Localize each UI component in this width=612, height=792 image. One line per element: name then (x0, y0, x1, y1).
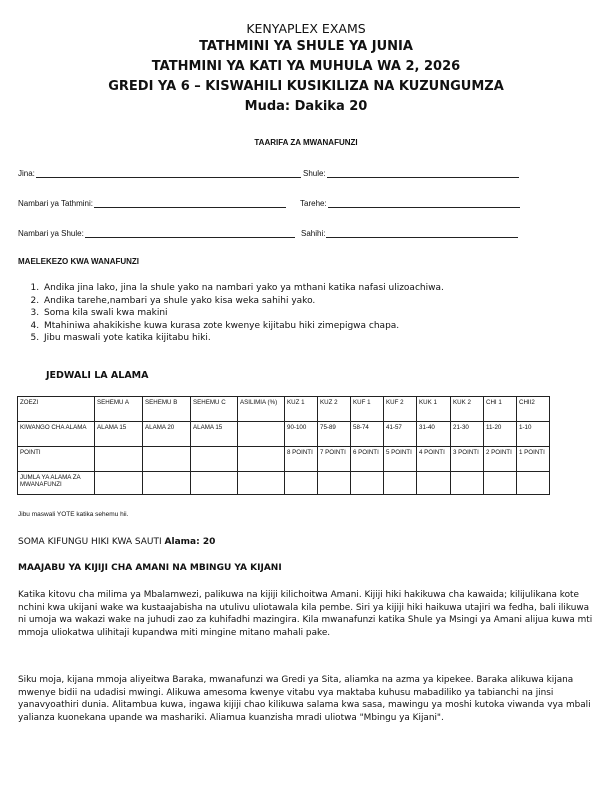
signature-line[interactable] (326, 228, 518, 238)
score-table-title: JEDWALI LA ALAMA (46, 370, 149, 381)
reading-instruction-text: SOMA KIFUNGU HIKI KWA SAUTI (18, 537, 165, 547)
table-cell: 1 POINTI (517, 447, 550, 472)
table-cell: 3 POINTI (451, 447, 484, 472)
table-cell: KUK 1 (417, 397, 451, 422)
table-cell: 31-40 (417, 422, 451, 447)
table-cell: 8 POINTI (285, 447, 318, 472)
signature-field[interactable] (301, 228, 518, 238)
school-number-field[interactable] (18, 228, 295, 238)
exam-title-line-1: TATHMINI YA SHULE YA JUNIA (199, 39, 413, 54)
story-paragraph-1: Katika kitovu cha milima ya Mbalamwezi, palikuwa na kijiji kilichoitwa Amani. Kijiji hiki hakikuwa cha kawaida; kilijulikana kote nchini kwa ukijani wake wa kustaajabisha na utulivu uliotawala kila pembe. Siri ya kijiji hiki haikuwa utajiri wa fedha, bali ilikuwa ni umoja wa wakazi wake na juhudi zao za kuhifadhi mazingira. Kila mwanafunzi katika Shule ya Msingi ya Amani alijua kuwa mti mmoja uliokatwa ulihitaji kupandwa miti mingine mitano mahali pake. (18, 590, 593, 639)
table-cell: 75-89 (318, 422, 351, 447)
instruction-item: 2. Andika tarehe,nambari ya shule yako kisa weka sahihi yako. (42, 295, 612, 308)
school-number-label: Nambari ya Shule: (18, 229, 84, 238)
table-cell[interactable] (451, 472, 484, 495)
exam-title-line-3: GREDI YA 6 – KISWAHILI KUSIKILIZA NA KUZUNGUMZA (108, 79, 504, 94)
table-cell: SEHEMU A (95, 397, 143, 422)
date-field[interactable] (300, 198, 520, 208)
table-cell: KUK 2 (451, 397, 484, 422)
table-cell: ALAMA 15 (95, 422, 143, 447)
table-row (18, 472, 550, 495)
table-cell[interactable] (191, 447, 238, 472)
table-cell: KUF 2 (384, 397, 417, 422)
table-cell: 58-74 (351, 422, 384, 447)
table-cell: 11-20 (484, 422, 517, 447)
table-cell: KIWANGO CHA ALAMA (18, 422, 95, 447)
table-cell[interactable] (191, 472, 238, 495)
table-cell[interactable] (318, 472, 351, 495)
table-cell[interactable] (143, 447, 191, 472)
table-cell: POINTI (18, 447, 95, 472)
table-cell: SEHEMU C (191, 397, 238, 422)
table-row (18, 447, 550, 472)
name-label: Jina: (18, 169, 35, 178)
table-cell: ZOEZI (18, 397, 95, 422)
table-cell: KUZ 2 (318, 397, 351, 422)
table-cell: 7 POINTI (318, 447, 351, 472)
exam-title-line-2: TATHMINI YA KATI YA MUHULA WA 2, 2026 (151, 59, 461, 74)
assessment-number-line[interactable] (94, 198, 286, 208)
instructions-list (22, 282, 612, 345)
table-cell: CHI 1 (484, 397, 517, 422)
school-line[interactable] (327, 168, 519, 178)
table-cell[interactable] (238, 447, 285, 472)
table-cell[interactable] (285, 472, 318, 495)
table-cell[interactable] (238, 472, 285, 495)
instruction-item: 1. Andika jina lako, jina la shule yako na nambari yako ya mthani katika nafasi ulizoachiwa. (42, 282, 612, 295)
table-cell: 21-30 (451, 422, 484, 447)
table-cell: JUMLA YA ALAMA ZA MWANAFUNZI (18, 472, 95, 495)
table-cell[interactable] (384, 472, 417, 495)
reading-instruction (18, 537, 215, 547)
publisher-name: KENYAPLEX EXAMS (246, 21, 366, 36)
table-cell: 90-100 (285, 422, 318, 447)
story-paragraph-2: Siku moja, kijana mmoja aliyeitwa Baraka, mwanafunzi wa Gredi ya Sita, aliamka na azma ya kipekee. Baraka alikuwa kijana mwenye bidii na udadisi mwingi. Alikuwa amesoma kwenye vitabu vya maktaba kuhusu mabadiliko ya tabianchi na jinsi yanavyoathiri dunia. Alitambua kuwa, ingawa kijiji chao kilikuwa salama kwa sasa, mawingu ya moshi kutoka viwanda vya mbali yalianza kuonekana upande wa mashariki. Aliamua kuanzisha mradi uliotwa "Mbingu ya Kijani". (18, 675, 591, 724)
table-cell[interactable] (95, 472, 143, 495)
school-field[interactable] (303, 168, 519, 178)
table-cell: 41-57 (384, 422, 417, 447)
instructions-title: MAELEKEZO KWA WANAFUNZI (18, 257, 140, 266)
table-row (18, 422, 550, 447)
table-cell: ALAMA 20 (143, 422, 191, 447)
score-table (17, 396, 550, 495)
instruction-item: 4. Mtahiniwa ahakikishe kuwa kurasa zote kwenye kijitabu hiki zimepigwa chapa. (42, 320, 612, 333)
date-label: Tarehe: (300, 199, 327, 208)
table-cell: 2 POINTI (484, 447, 517, 472)
table-cell: KUF 1 (351, 397, 384, 422)
table-cell[interactable] (351, 472, 384, 495)
story-title: MAAJABU YA KIJIJI CHA AMANI NA MBINGU YA KIJANI (18, 563, 282, 573)
date-line[interactable] (328, 198, 520, 208)
table-cell[interactable] (484, 472, 517, 495)
table-cell[interactable] (143, 472, 191, 495)
table-cell: 6 POINTI (351, 447, 384, 472)
table-cell: 1-10 (517, 422, 550, 447)
assessment-number-field[interactable] (18, 198, 286, 208)
table-cell[interactable] (95, 447, 143, 472)
signature-label: Sahihi: (301, 229, 326, 238)
table-cell: 5 POINTI (384, 447, 417, 472)
school-number-line[interactable] (85, 228, 295, 238)
answer-all-note: Jibu maswali YOTE katika sehemu hii. (18, 511, 129, 518)
name-field[interactable] (18, 168, 301, 178)
table-cell: CHII2 (517, 397, 550, 422)
table-row (18, 397, 550, 422)
table-cell: 4 POINTI (417, 447, 451, 472)
name-line[interactable] (36, 168, 301, 178)
student-info-title: TAARIFA ZA MWANAFUNZI (254, 138, 358, 147)
table-cell (238, 422, 285, 447)
exam-duration: Muda: Dakika 20 (244, 99, 368, 114)
instruction-item: 3. Soma kila swali kwa makini (42, 307, 612, 320)
table-cell[interactable] (517, 472, 550, 495)
table-cell: ASILIMIA (%) (238, 397, 285, 422)
reading-marks: Alama: 20 (164, 537, 216, 547)
instruction-item: 5. Jibu maswali yote katika kijitabu hiki. (42, 332, 612, 345)
table-cell: SEHEMU B (143, 397, 191, 422)
table-cell: ALAMA 15 (191, 422, 238, 447)
table-cell: KUZ 1 (285, 397, 318, 422)
school-label: Shule: (303, 169, 326, 178)
assessment-number-label: Nambari ya Tathmini: (18, 199, 93, 208)
table-cell[interactable] (417, 472, 451, 495)
